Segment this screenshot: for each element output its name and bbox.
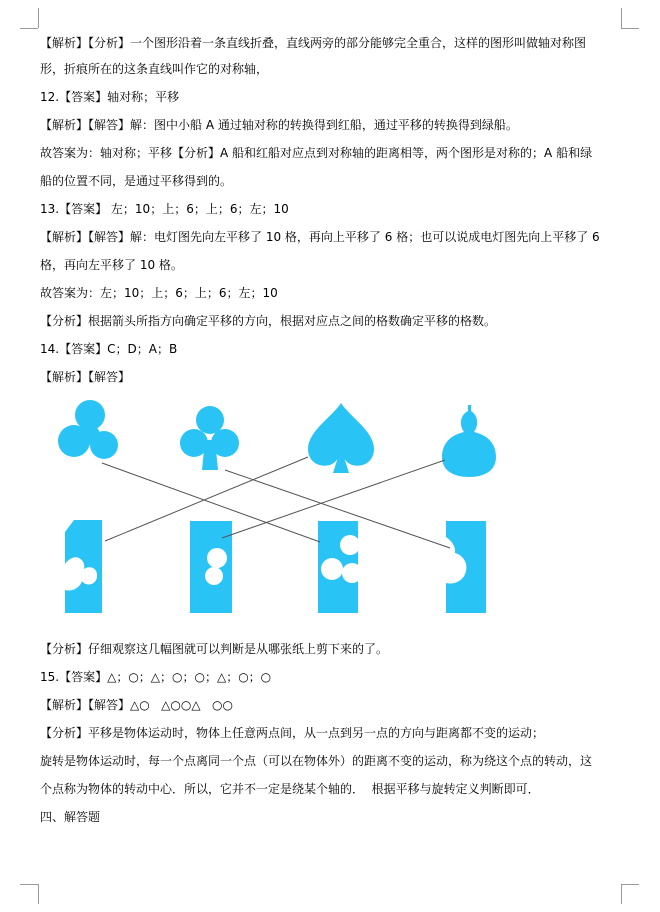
crop-mark-bottom-right-h [621,884,639,885]
line-l16: 【解析】【解答】△○ △○○△ ○○ [40,698,233,712]
gourd-shape [442,405,496,477]
crop-mark-bottom-left-h [20,884,38,885]
crop-mark-top-left [38,8,39,28]
matching-figure [50,395,520,625]
crop-mark-bottom-left [38,884,39,904]
line-l8: 【解析】【解答】解：电灯图先向左平移了 10 格，再向上平移了 6 格；也可以说成电灯图先向上平移了 6 [40,230,600,244]
crop-mark-top-left-h [20,28,38,29]
cut-paper-a [318,521,362,613]
line-l15: 15.【答案】△；○；△；○；○；△；○；○ [40,670,272,684]
line-l18: 旋转是物体运动时，每一个点离同一个点（可以在物体外）的距离不变的运动，称为绕这个点的转动，这 [40,754,593,768]
line-l5: 故答案为：轴对称；平移【分析】A 船和红船对应点到对称轴的距离相等，两个图形是对称的；A 船和绿 [40,146,593,160]
line-l14: 【分析】仔细观察这几幅图就可以判断是从哪张纸上剪下来的了。 [40,642,389,656]
line-l1: 【解析】【分析】一个图形沿着一条直线折叠，直线两旁的部分能够完全重合，这样的图形叫做轴对称图 [40,36,587,50]
line-l19: 个点称为物体的转动中心．所以，它并不一定是绕某个轴的． 根据平移与旋转定义判断即可． [40,782,540,796]
line-l11: 【分析】根据箭头所指方向确定平移的方向，根据对应点之间的格数确定平移的格数。 [40,314,497,328]
line-l13: 【解析】【解答】 [40,370,131,384]
line-l10: 故答案为：左；10；上；6；上；6；左；10 [40,286,278,300]
club-shape [180,406,239,470]
clover-shape [58,400,118,459]
line-l7: 13.【答案】 左；10；上；6；上；6；左；10 [40,202,289,216]
line-l20: 四、解答题 [40,810,101,824]
cut-paper-d [190,521,232,613]
crop-mark-bottom-right [621,884,622,904]
spade-shape [308,403,374,473]
line-l3: 12.【答案】轴对称；平移 [40,90,180,104]
line-l9: 格，再向左平移了 10 格。 [40,258,183,272]
line-l2: 形，折痕所在的这条直线叫作它的对称轴， [40,62,269,76]
crop-mark-top-right [621,8,622,28]
cut-paper-c [65,520,102,613]
line-l4: 【解析】【解答】解：图中小船 A 通过轴对称的转换得到红船，通过平移的转换得到绿船。 [40,118,518,132]
cut-paper-b [446,521,486,613]
line-l17: 【分析】平移是物体运动时，物体上任意两点间，从一点到另一点的方向与距离都不变的运动； [40,726,545,740]
crop-mark-top-right-h [621,28,639,29]
line-l6: 船的位置不同，是通过平移得到的。 [40,174,233,188]
line-l12: 14.【答案】C；D；A；B [40,342,178,356]
